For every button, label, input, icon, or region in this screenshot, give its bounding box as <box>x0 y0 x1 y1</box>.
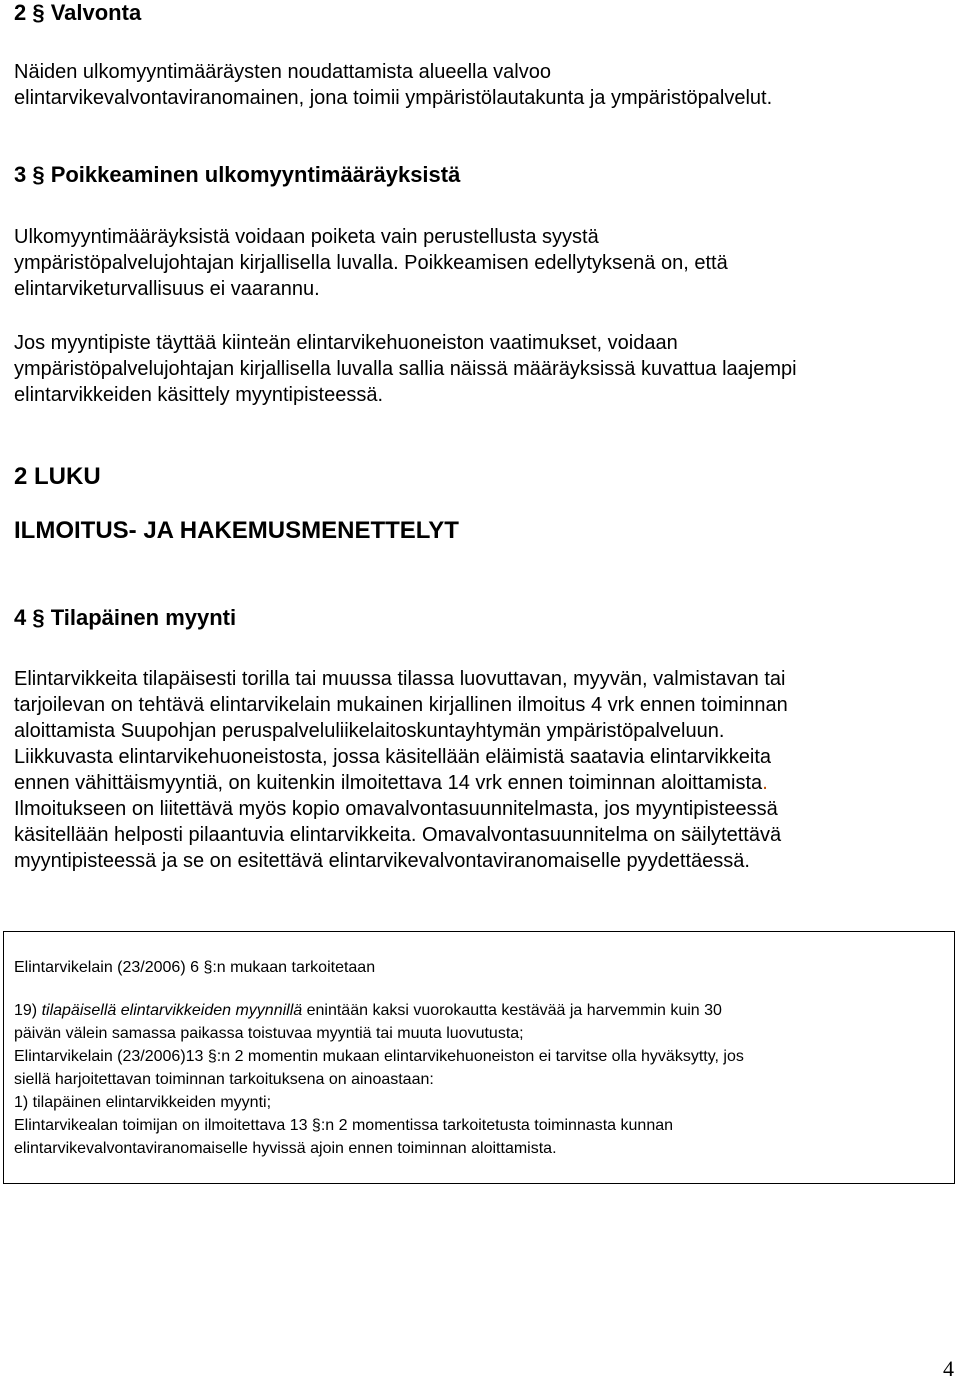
box-line: elintarvikevalvontaviranomaiselle hyvissä ajoin ennen toiminnan aloittamista. <box>14 1140 557 1157</box>
chapter-title: ILMOITUS- JA HAKEMUSMENETTELYT <box>14 517 459 544</box>
def-prefix: 19) <box>14 1002 42 1019</box>
paragraph-line: ympäristöpalvelujohtajan kirjallisella luvalla. Poikkeamisen edellytyksenä on, että <box>14 252 728 274</box>
box-title: Elintarvikelain (23/2006) 6 §:n mukaan tarkoitetaan <box>14 959 376 976</box>
box-line: siellä harjoitettavan toiminnan tarkoituksena on ainoastaan: <box>14 1071 434 1088</box>
paragraph-line: Ulkomyyntimääräyksistä voidaan poiketa vain perustellusta syystä <box>14 226 599 248</box>
paragraph-line: aloittamista Suupohjan peruspalveluliikelaitoskuntayhtymän ympäristöpalveluun. <box>14 720 725 742</box>
paragraph-line: Ilmoitukseen on liitettävä myös kopio omavalvontasuunnitelmasta, jos myyntipisteessä <box>14 798 778 820</box>
box-line: Elintarvikealan toimijan on ilmoitettava 13 §:n 2 momentissa tarkoitetusta toiminnasta kunnan <box>14 1117 674 1134</box>
box-line: 1) tilapäinen elintarvikkeiden myynti; <box>14 1094 272 1111</box>
paragraph-line: Elintarvikkeita tilapäisesti torilla tai muussa tilassa luovuttavan, myyvän, valmistavan tai <box>14 668 786 690</box>
paragraph-line: Näiden ulkomyyntimääräysten noudattamista alueella valvoo <box>14 61 551 83</box>
paragraph-line: käsitellään helposti pilaantuvia elintarvikkeita. Omavalvontasuunnitelma on säilytettävä <box>14 824 782 846</box>
paragraph-line: Jos myyntipiste täyttää kiinteän elintarvikehuoneiston vaatimukset, voidaan <box>14 332 678 354</box>
box-line: Elintarvikelain (23/2006)13 §:n 2 momentin mukaan elintarvikehuoneiston ei tarvitse olla hyväksytty, jos <box>14 1048 744 1065</box>
def-term: tilapäisellä elintarvikkeiden myynnillä <box>41 1002 303 1019</box>
line-text: ennen vähittäismyyntiä, on kuitenkin ilmoitettava 14 vrk ennen toiminnan aloittamista <box>14 772 763 794</box>
paragraph-line <box>14 770 768 796</box>
paragraph-line: elintarvikkeiden käsittely myyntipisteessä. <box>14 384 384 406</box>
chapter-number: 2 LUKU <box>14 463 101 490</box>
paragraph-line: elintarvikevalvontaviranomainen, jona toimii ympäristölautakunta ja ympäristöpalvelut. <box>14 87 773 109</box>
section-heading-poikkeaminen: 3 § Poikkeaminen ulkomyyntimääräyksistä <box>14 162 461 187</box>
page-number: 4 <box>943 1356 954 1381</box>
paragraph-line: Liikkuvasta elintarvikehuoneistosta, jossa käsitellään eläimistä saatavia elintarvikkeita <box>14 746 772 768</box>
box-line: päivän välein samassa paikassa toistuvaa myyntiä tai muuta luovutusta; <box>14 1025 524 1042</box>
line-period: . <box>762 772 768 794</box>
paragraph-line: tarjoilevan on tehtävä elintarvikelain mukainen kirjallinen ilmoitus 4 vrk ennen toiminnan <box>14 694 788 716</box>
box-definition <box>14 999 722 1022</box>
paragraph-line: elintarviketurvallisuus ei vaarannu. <box>14 278 320 300</box>
def-rest: enintään kaksi vuorokautta kestävää ja harvemmin kuin 30 <box>302 1002 722 1019</box>
paragraph-line: ympäristöpalvelujohtajan kirjallisella luvalla sallia näissä määräyksissä kuvattua laajempi <box>14 358 797 380</box>
paragraph-line: myyntipisteessä ja se on esitettävä elintarvikevalvontaviranomaiselle pyydettäessä. <box>14 850 750 872</box>
section-heading-valvonta: 2 § Valvonta <box>14 0 142 25</box>
legal-reference-box <box>3 931 955 1184</box>
section-heading-tilapainen-myynti: 4 § Tilapäinen myynti <box>14 605 237 630</box>
